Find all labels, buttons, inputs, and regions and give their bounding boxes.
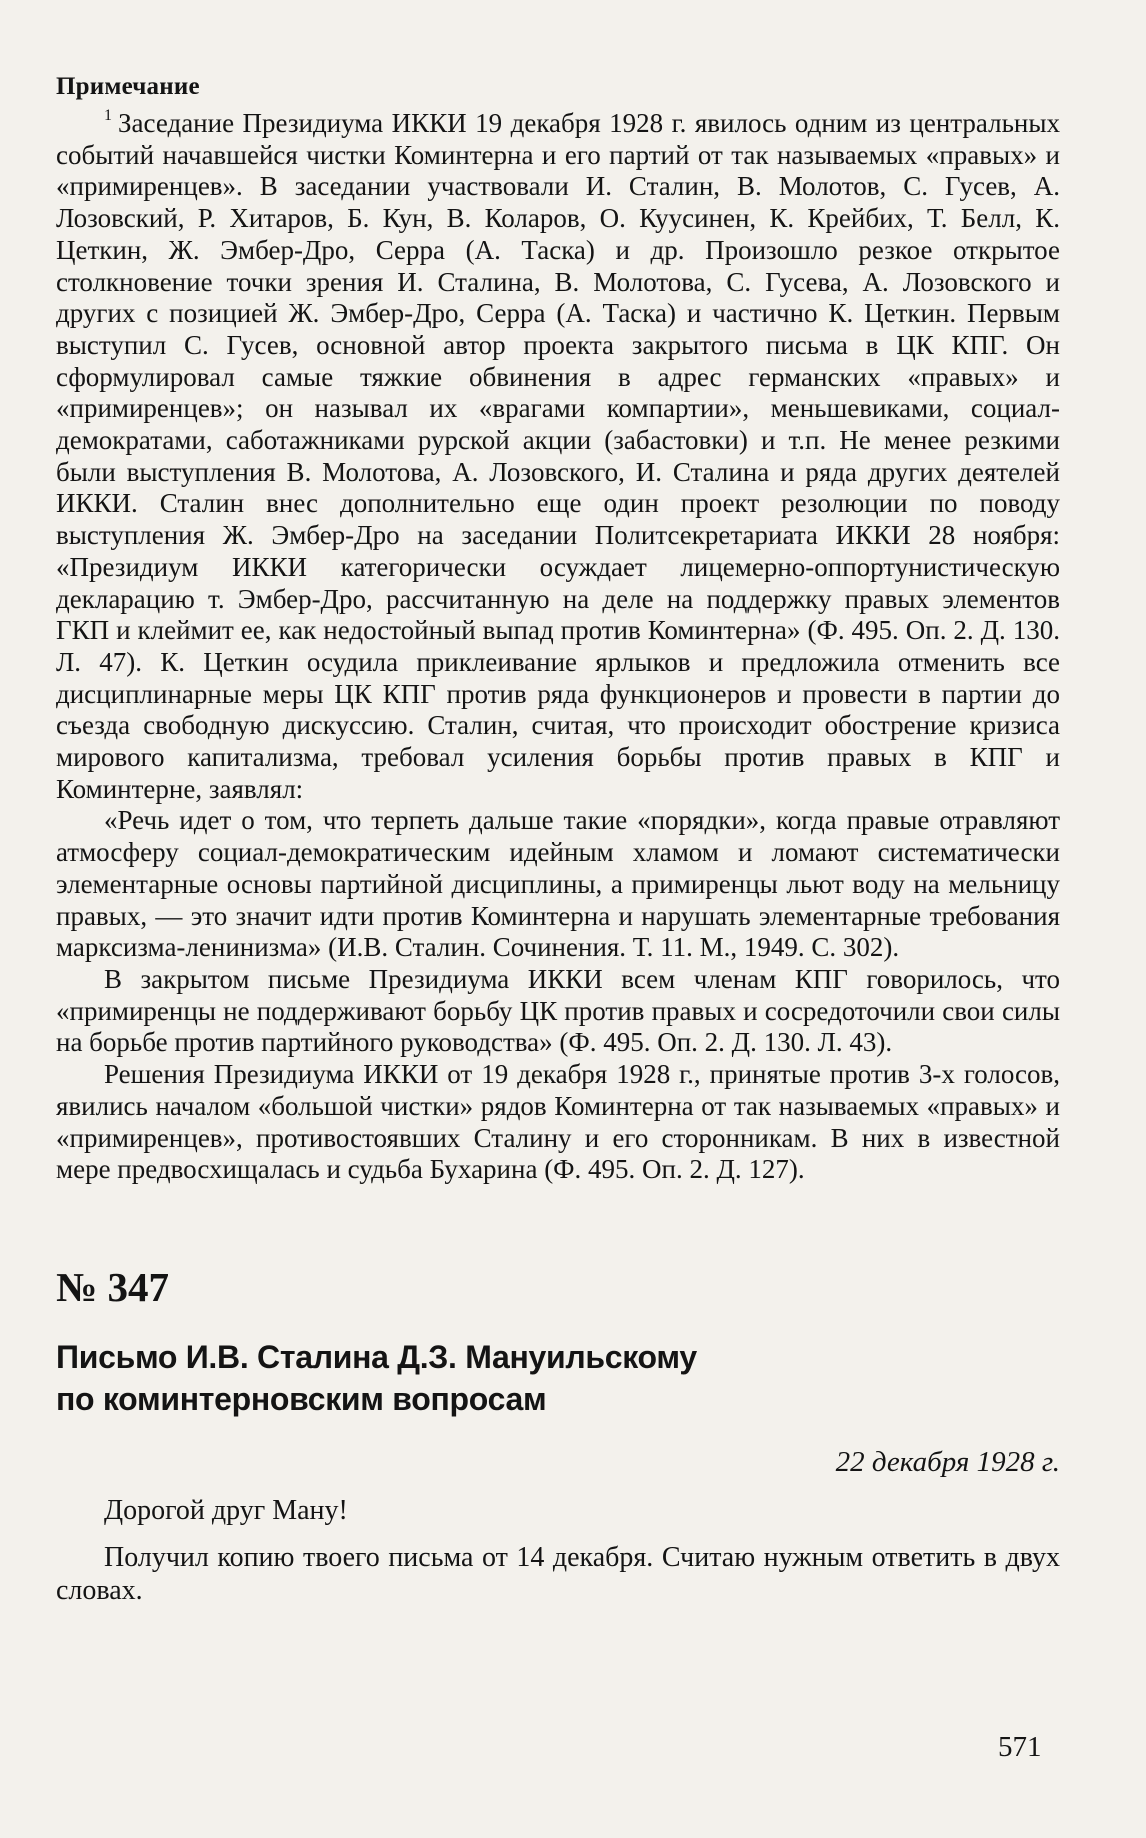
note-paragraph-1 — [56, 108, 1060, 805]
page-content — [56, 70, 1060, 1607]
letter-paragraph: Получил копию твоего письма от 14 декабря. Считаю нужным ответить в двух словах. — [56, 1541, 1060, 1606]
letter-body — [56, 1494, 1060, 1607]
document-title-line-2: по коминтерновским вопросам — [56, 1380, 547, 1417]
note-paragraph-3: В закрытом письме Президиума ИККИ всем членам КПГ говорилось, что «примиренцы не поддерживают борьбу ЦК против правых и сосредоточили свои силы на борьбе против партийного руководства» (Ф. 495. Оп. 2. Д. 130. Л. 43). — [56, 963, 1060, 1058]
document-title — [56, 1336, 1060, 1420]
note-paragraph-quote: «Речь идет о том, что терпеть дальше такие «порядки», когда правые отравляют атмосферу социал-демократическим идейным хламом и ломают систематически элементарные основы партийной дисциплины, а примиренцы льют воду на мельницу правых, — это значит идти против Коминтерна и нарушать элементарные требования марксизма-ленинизма» (И.В. Сталин. Сочинения. Т. 11. М., 1949. С. 302). — [56, 805, 1060, 963]
document-date: 22 декабря 1928 г. — [835, 1445, 1060, 1478]
note-body — [56, 108, 1060, 1186]
document-title-line-1: Письмо И.В. Сталина Д.З. Мануильскому — [56, 1338, 697, 1375]
note-paragraph-1-text: Заседание Президиума ИККИ 19 декабря 1928 г. явилось одним из центральных событий начавшейся чистки Коминтерна и его партий от так называемых «правых» и «примиренцев». В заседании участвовали И. Сталин, В. Молотов, С. Гусев, А. Лозовский, Р. Хитаров, Б. Кун, В. Коларов, О. Куусинен, К. Крейбих, Т. Белл, К. Цеткин, Ж. Эмбер-Дро, Серра (А. Таска) и др. Произошло резкое открытое столкновение точки зрения И. Сталина, В. Молотова, С. Гусева, А. Лозовского и других с позицией Ж. Эмбер-Дро, Серра (А. Таска) и частично К. Цеткин. Первым выступил С. Гусев, основной автор проекта закрытого письма в ЦК КПГ. Он сформулировал самые тяжкие обвинения в адрес германских «правых» и «примиренцев»; он называл их «врагами компартии», меньшевиками, социал-демократами, саботажниками рурской акции (забастовки) и т.п. Не менее резкими были выступления В. Молотова, А. Лозовского, И. Сталина и ряда других деятелей ИККИ. Сталин внес дополнительно еще один проект резолюции по поводу выступления Ж. Эмбер-Дро на заседании Политсекретариата ИККИ 28 ноября: «Президиум ИККИ категорически осуждает лицемерно-оппортунистическую декларацию т. Эмбер-Дро, рассчитанную на деле на поддержку правых элементов ГКП и клеймит ее, как недостойный выпад против Коминтерна» (Ф. 495. Оп. 2. Д. 130. Л. 47). К. Цеткин осудила приклеивание ярлыков и предложила отменить все дисциплинарные меры ЦК КПГ против ряда функционеров и провести в партии до съезда свободную дискуссию. Сталин, считая, что происходит обострение кризиса мирового капитализма, требовал усиления борьбы против правых в КПГ и Коминтерне, заявлял: — [56, 108, 1060, 804]
note-heading: Примечание — [56, 73, 200, 100]
page-number: 571 — [998, 1731, 1042, 1763]
letter-salutation: Дорогой друг Ману! — [104, 1494, 348, 1526]
document-number: № 347 — [56, 1263, 169, 1310]
footnote-marker: 1 — [104, 107, 112, 124]
note-paragraph-4: Решения Президиума ИККИ от 19 декабря 1928 г., принятые против 3-х голосов, явились началом «большой чистки» рядов Коминтерна от так называемых «правых» и «примиренцев», противостоявших Сталину и его сторонникам. В них в известной мере предвосхищалась и судьба Бухарина (Ф. 495. Оп. 2. Д. 127). — [56, 1059, 1060, 1185]
